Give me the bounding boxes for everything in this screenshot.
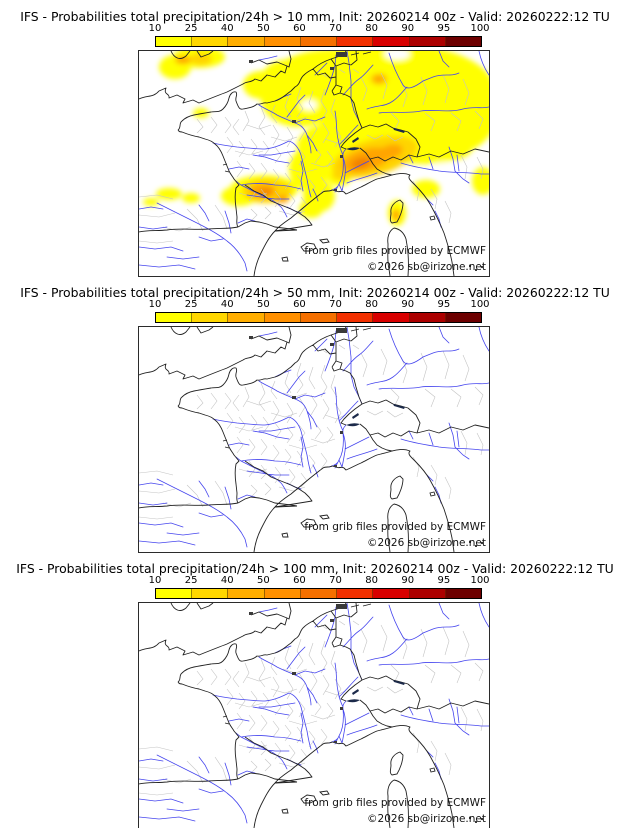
colorbar-segment xyxy=(265,37,301,46)
colorbar xyxy=(148,575,490,599)
grib-credit: from grib files provided by ECMWF xyxy=(304,521,486,533)
panel-100mm xyxy=(0,552,630,828)
colorbar-segment xyxy=(446,313,481,322)
colorbar-segment xyxy=(337,313,373,322)
colorbar-segment xyxy=(265,589,301,598)
colorbar-segment xyxy=(265,313,301,322)
france-map xyxy=(139,51,489,276)
colorbar-segment xyxy=(192,589,228,598)
colorbar-tick-label: 90 xyxy=(401,23,415,34)
colorbar-tick-label: 10 xyxy=(148,23,162,34)
colorbar-segment xyxy=(337,37,373,46)
colorbar-ticks xyxy=(148,575,490,587)
colorbar-tick-label: 40 xyxy=(220,299,234,310)
colorbar-segment xyxy=(192,37,228,46)
colorbar-tick-label: 10 xyxy=(148,575,162,586)
panel-title: IFS - Probabilities total precipitation/24h > 50 mm, Init: 20260214 00z - Valid: 20260222:12 TU xyxy=(20,285,610,300)
panel-title: IFS - Probabilities total precipitation/24h > 100 mm, Init: 20260214 00z - Valid: 20260222:12 TU xyxy=(16,561,614,576)
panel-title: IFS - Probabilities total precipitation/24h > 10 mm, Init: 20260214 00z - Valid: 20260222:12 TU xyxy=(20,9,610,24)
colorbar-bar xyxy=(155,36,482,47)
colorbar-tick-label: 40 xyxy=(220,575,234,586)
colorbar-ticks xyxy=(148,23,490,35)
map-panel-1 xyxy=(138,50,490,277)
colorbar-tick-label: 50 xyxy=(256,575,270,586)
colorbar-bar xyxy=(155,588,482,599)
panel-10mm xyxy=(0,0,630,276)
colorbar-tick-label: 50 xyxy=(256,23,270,34)
colorbar-segment xyxy=(228,313,264,322)
map-panel-2 xyxy=(138,326,490,553)
colorbar-tick-label: 100 xyxy=(470,23,490,34)
colorbar-segment xyxy=(337,589,373,598)
colorbar-tick-label: 25 xyxy=(184,299,198,310)
colorbar-tick-label: 70 xyxy=(329,299,342,310)
colorbar-segment xyxy=(228,37,264,46)
colorbar-tick-label: 90 xyxy=(401,299,415,310)
colorbar-tick-label: 95 xyxy=(437,575,451,586)
colorbar-segment xyxy=(301,313,337,322)
colorbar-tick-label: 90 xyxy=(401,575,415,586)
france-map xyxy=(139,603,489,828)
map-panel-3 xyxy=(138,602,490,828)
colorbar-tick-label: 60 xyxy=(293,299,306,310)
colorbar-segment xyxy=(446,37,481,46)
grib-credit: from grib files provided by ECMWF xyxy=(304,245,486,257)
france-map xyxy=(139,327,489,552)
colorbar-segment xyxy=(373,37,409,46)
colorbar-segment xyxy=(446,589,481,598)
colorbar-segment xyxy=(301,589,337,598)
colorbar-tick-label: 80 xyxy=(365,23,379,34)
colorbar-tick-label: 40 xyxy=(220,23,234,34)
colorbar-ticks xyxy=(148,299,490,311)
colorbar-tick-label: 60 xyxy=(293,23,306,34)
colorbar-segment xyxy=(410,313,446,322)
colorbar-segment xyxy=(410,37,446,46)
copyright-note: ©2026 sb@irizone.net xyxy=(367,813,486,825)
colorbar-tick-label: 70 xyxy=(329,575,342,586)
colorbar-segment xyxy=(156,37,192,46)
colorbar xyxy=(148,23,490,47)
colorbar-segment xyxy=(301,37,337,46)
copyright-note: ©2026 sb@irizone.net xyxy=(367,537,486,549)
colorbar-tick-label: 95 xyxy=(437,299,451,310)
colorbar-tick-label: 10 xyxy=(148,299,162,310)
colorbar-segment xyxy=(373,313,409,322)
copyright-note: ©2026 sb@irizone.net xyxy=(367,261,486,273)
colorbar xyxy=(148,299,490,323)
colorbar-tick-label: 100 xyxy=(470,575,490,586)
colorbar-tick-label: 80 xyxy=(365,299,379,310)
colorbar-tick-label: 60 xyxy=(293,575,306,586)
colorbar-tick-label: 25 xyxy=(184,575,198,586)
colorbar-segment xyxy=(156,589,192,598)
colorbar-tick-label: 50 xyxy=(256,299,270,310)
colorbar-segment xyxy=(192,313,228,322)
grib-credit: from grib files provided by ECMWF xyxy=(304,797,486,809)
colorbar-segment xyxy=(373,589,409,598)
colorbar-tick-label: 95 xyxy=(437,23,451,34)
colorbar-segment xyxy=(156,313,192,322)
colorbar-segment xyxy=(410,589,446,598)
colorbar-tick-label: 25 xyxy=(184,23,198,34)
colorbar-tick-label: 80 xyxy=(365,575,379,586)
colorbar-tick-label: 70 xyxy=(329,23,342,34)
colorbar-bar xyxy=(155,312,482,323)
colorbar-segment xyxy=(228,589,264,598)
panel-50mm xyxy=(0,276,630,552)
colorbar-tick-label: 100 xyxy=(470,299,490,310)
